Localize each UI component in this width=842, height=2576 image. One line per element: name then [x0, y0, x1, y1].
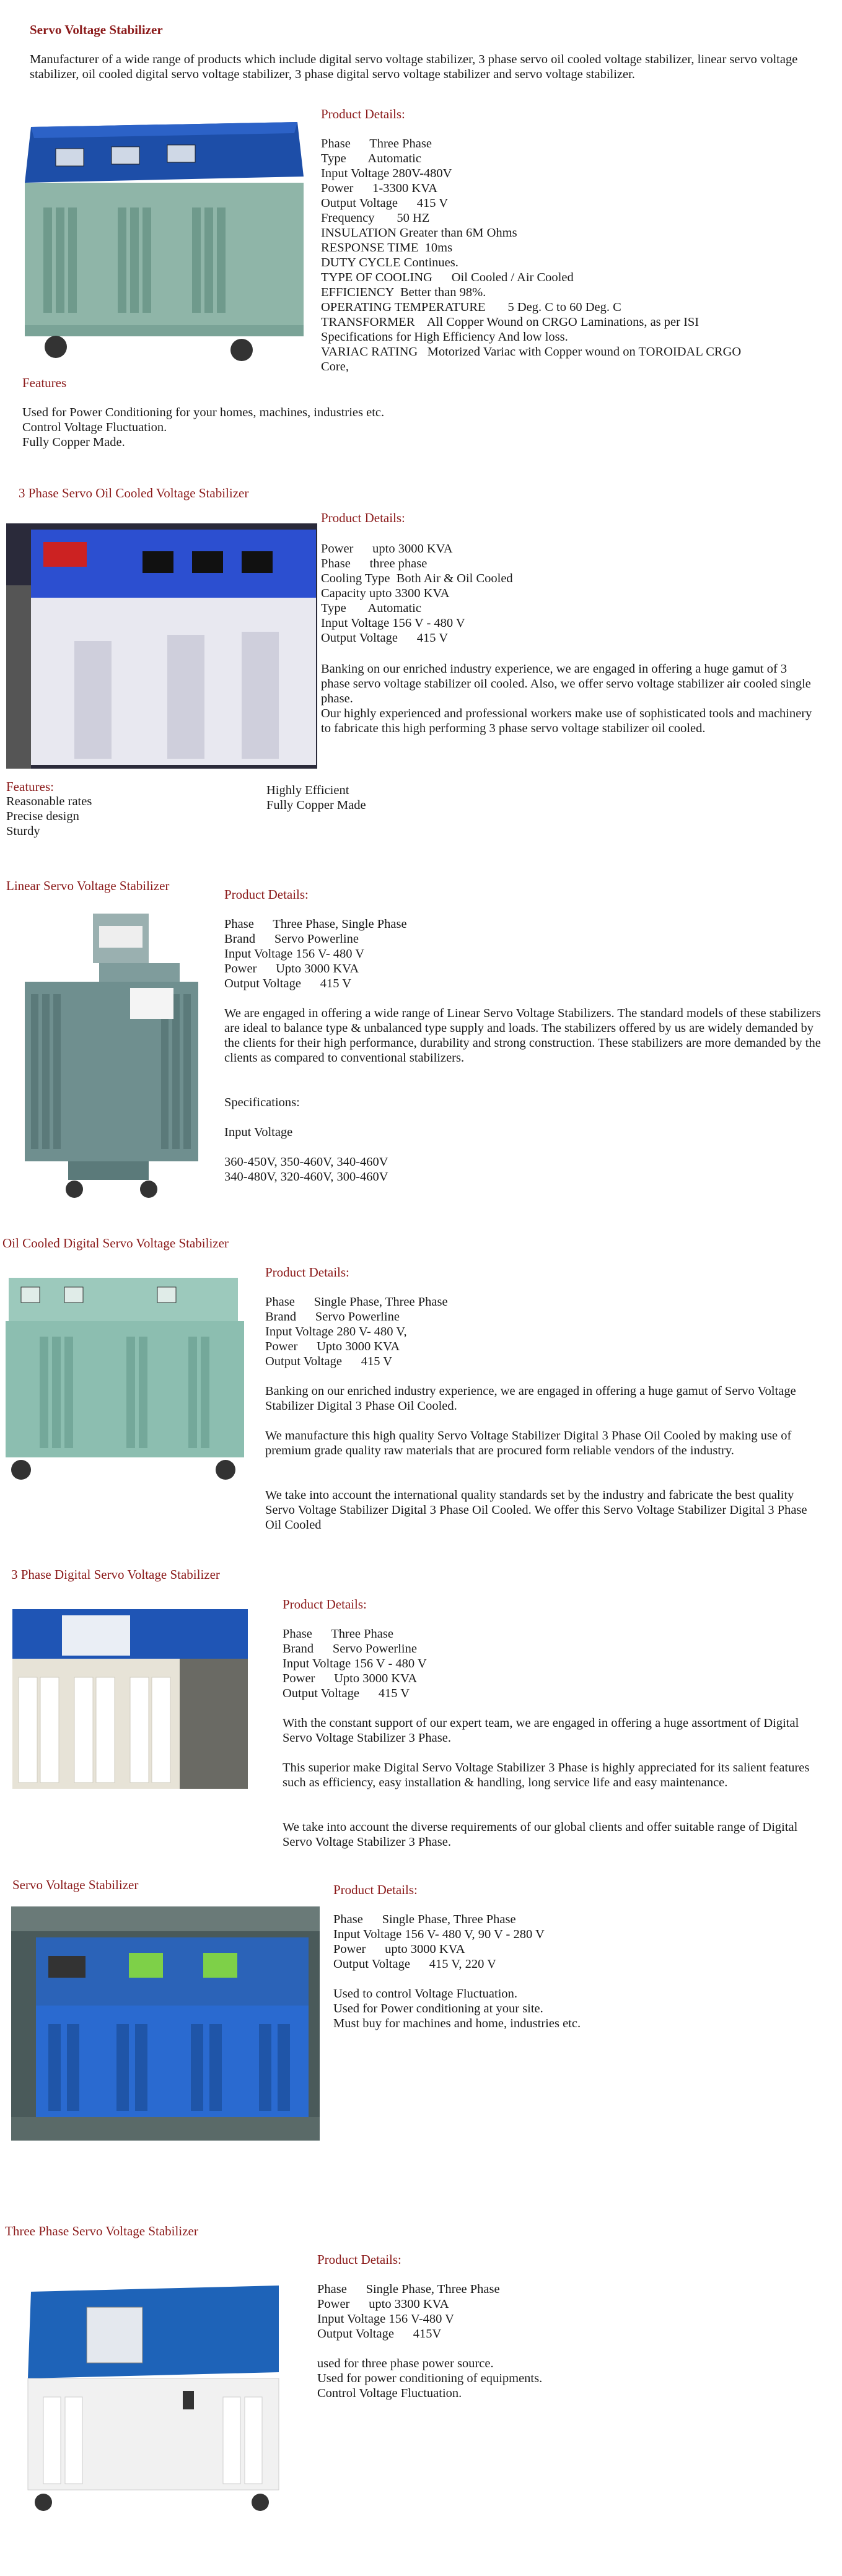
spec-line: Brand Servo Powerline: [224, 932, 359, 946]
spec-line: Input Voltage 156 V - 480 V: [283, 1657, 427, 1670]
product-image-5: [0, 1603, 254, 1807]
product-3-specs: [224, 917, 407, 991]
spec-line: Phase Three Phase, Single Phase: [224, 917, 407, 931]
product-4-title: Oil Cooled Digital Servo Voltage Stabilizer: [2, 1236, 229, 1251]
product-1-features: [22, 405, 384, 450]
product-4-specs: [265, 1295, 448, 1369]
spec-line: Output Voltage 415 V, 220 V: [333, 1957, 496, 1971]
product-3-details-label: Product Details:: [224, 887, 309, 902]
product-image-3: [6, 907, 217, 1203]
spec-line: TRANSFORMER All Copper Wound on CRGO Laminations, as per ISI: [321, 315, 699, 329]
spec-line: Frequency 50 HZ: [321, 211, 430, 225]
spec-line: Output Voltage 415 V: [265, 1355, 393, 1368]
feature-item: Sturdy: [6, 824, 40, 838]
spec-line: Brand Servo Powerline: [265, 1310, 400, 1324]
product-4-paragraph: Banking on our enriched industry experience, we are engaged in offering a huge gamut of Servo Voltage Stabilizer Digital 3 Phase Oil Cooled.: [265, 1384, 796, 1413]
product-4-details-label: Product Details:: [265, 1265, 349, 1280]
product-7-details-label: Product Details:: [317, 2252, 401, 2267]
product-2-details-label: Product Details:: [321, 510, 405, 525]
spec-line: Brand Servo Powerline: [283, 1642, 417, 1656]
spec-line: Power 1-3300 KVA: [321, 181, 438, 195]
feature-item: Used for Power Conditioning for your homes, machines, industries etc.: [22, 406, 385, 419]
spec-line: Cooling Type Both Air & Oil Cooled: [321, 572, 513, 585]
spec-line: Phase Single Phase, Three Phase: [333, 1913, 516, 1926]
feature-item: Precise design: [6, 810, 79, 823]
product-5-title: 3 Phase Digital Servo Voltage Stabilizer: [11, 1567, 220, 1582]
spec-line: Output Voltage 415 V: [224, 977, 352, 990]
spec-line: Type Automatic: [321, 601, 421, 615]
spec-line: Core,: [321, 360, 349, 373]
spec-line: Input Voltage 156 V- 480 V: [224, 947, 365, 961]
product-3-paragraph: Specifications:: [224, 1096, 300, 1109]
spec-line: OPERATING TEMPERATURE 5 Deg. C to 60 Deg. C: [321, 300, 621, 314]
spec-line: VARIAC RATING Motorized Variac with Copper wound on TOROIDAL CRGO: [321, 345, 742, 359]
spec-line: Phase Single Phase, Three Phase: [317, 2282, 500, 2296]
page-title: Servo Voltage Stabilizer: [30, 22, 163, 37]
spec-line: Phase Three Phase: [321, 137, 432, 151]
product-image-4: [2, 1275, 247, 1485]
voltage-line: 360-450V, 350-460V, 340-460V: [224, 1155, 388, 1169]
product-2-features-right: [266, 783, 366, 813]
product-2-title: 3 Phase Servo Oil Cooled Voltage Stabilizer: [19, 486, 249, 500]
product-7-specs: [317, 2282, 500, 2341]
product-3-voltage-lines: [224, 1155, 388, 1184]
feature-item: Fully Copper Made: [266, 798, 366, 812]
product-6-details-label: Product Details:: [333, 1882, 418, 1897]
spec-line: Output Voltage 415V: [317, 2327, 442, 2341]
text-line: used for three phase power source.: [317, 2357, 494, 2370]
product-2-features-left: [6, 794, 92, 839]
spec-line: DUTY CYCLE Continues.: [321, 256, 458, 269]
feature-item: Control Voltage Fluctuation.: [22, 421, 167, 434]
spec-line: Output Voltage 415 V: [321, 196, 449, 210]
spec-line: Specifications for High Efficiency And low loss.: [321, 330, 568, 344]
spec-line: TYPE OF COOLING Oil Cooled / Air Cooled: [321, 271, 574, 284]
feature-item: Fully Copper Made.: [22, 435, 125, 449]
spec-line: Type Automatic: [321, 152, 421, 165]
spec-line: Power Upto 3000 KVA: [224, 962, 359, 976]
product-7-title: Three Phase Servo Voltage Stabilizer: [5, 2224, 198, 2238]
product-3-paragraph: We are engaged in offering a wide range of Linear Servo Voltage Stabilizers. The standard models of these stabilizers are ideal to balance type & unbalanced type supply and loads. The stabilizers offered by us are widely demanded by the clients for their high performance, durability and strong construction. These stabilizers are more demanded by the clients as compared to conventional stabilizers.: [224, 1006, 821, 1065]
spec-line: Power Upto 3000 KVA: [283, 1672, 418, 1685]
spec-line: Power upto 3300 KVA: [317, 2297, 449, 2311]
spec-line: INSULATION Greater than 6M Ohms: [321, 226, 517, 240]
spec-line: Input Voltage 156 V - 480 V: [321, 616, 465, 630]
product-3-title: Linear Servo Voltage Stabilizer: [6, 878, 170, 893]
product-1-specs: [321, 136, 741, 374]
spec-line: Input Voltage 156 V- 480 V, 90 V - 280 V: [333, 1928, 545, 1941]
text-line: Must buy for machines and home, industries etc.: [333, 2017, 581, 2030]
product-5-details-label: Product Details:: [283, 1597, 367, 1612]
feature-item: Highly Efficient: [266, 784, 349, 797]
voltage-line: 340-480V, 320-460V, 300-460V: [224, 1170, 388, 1184]
intro-text: Manufacturer of a wide range of products which include digital servo voltage stabilizer, 3 phase servo oil cooled voltage stabilizer, linear servo voltage stabilizer, oil cooled digital servo voltage stabilizer, 3 phase digital servo voltage stabilizer and servo voltage stabilizer.: [30, 53, 798, 81]
spec-line: Output Voltage 415 V: [321, 631, 449, 645]
product-2-paragraph: Our highly experienced and professional workers make use of sophisticated tools and machinery to fabricate this high performing 3 phase servo voltage stabilizer oil cooled.: [321, 707, 812, 735]
product-image-7: [19, 2279, 285, 2518]
text-line: Used for Power conditioning at your site.: [333, 2002, 543, 2015]
feature-item: Reasonable rates: [6, 795, 92, 808]
product-4-paragraph: We take into account the international quality standards set by the industry and fabricate the best quality Servo Voltage Stabilizer Digital 3 Phase Oil Cooled. We offer this Servo Voltage Stabilizer Digital 3 Phase Oil Cooled: [265, 1488, 807, 1532]
spec-line: Input Voltage 280V-480V: [321, 167, 452, 180]
spec-line: Output Voltage 415 V: [283, 1687, 410, 1700]
product-1-details-label: Product Details:: [321, 107, 405, 121]
spec-line: Phase Three Phase: [283, 1627, 393, 1641]
text-line: Used for power conditioning of equipments.: [317, 2372, 543, 2385]
product-3-paragraph: Input Voltage: [224, 1125, 293, 1139]
product-1-features-label: Features: [22, 375, 67, 390]
product-5-paragraph: With the constant support of our expert team, we are engaged in offering a huge assortment of Digital Servo Voltage Stabilizer 3 Phase.: [283, 1716, 799, 1745]
text-line: Control Voltage Fluctuation.: [317, 2386, 462, 2400]
product-image-6: [11, 1906, 320, 2141]
spec-line: Power upto 3000 KVA: [333, 1942, 465, 1956]
product-2-specs: [321, 541, 513, 645]
spec-line: Input Voltage 156 V-480 V: [317, 2312, 454, 2326]
spec-line: Input Voltage 280 V- 480 V,: [265, 1325, 407, 1338]
product-image-2: [6, 523, 317, 769]
product-2-features-label: Features:: [6, 779, 54, 794]
text-line: Used to control Voltage Fluctuation.: [333, 1987, 518, 2001]
product-5-paragraph: This superior make Digital Servo Voltage Stabilizer 3 Phase is highly appreciated for its salient features such as efficiency, easy installation & handling, long service life and easy maintenance.: [283, 1761, 810, 1789]
product-image-1: [19, 115, 309, 365]
product-5-specs: [283, 1626, 427, 1701]
product-7-lines: [317, 2356, 542, 2401]
product-6-specs: [333, 1912, 545, 1971]
product-2-paragraph: Banking on our enriched industry experience, we are engaged in offering a huge gamut of 3 phase servo voltage stabilizer oil cooled. Also, we offer servo voltage stabilizer air cooled single phase.: [321, 662, 811, 705]
spec-line: EFFICIENCY Better than 98%.: [321, 286, 486, 299]
spec-line: Power upto 3000 KVA: [321, 542, 453, 556]
spec-line: RESPONSE TIME 10ms: [321, 241, 453, 255]
product-6-title: Servo Voltage Stabilizer: [12, 1877, 139, 1892]
spec-line: Phase three phase: [321, 557, 428, 570]
spec-line: Capacity upto 3300 KVA: [321, 587, 450, 600]
product-4-paragraph: We manufacture this high quality Servo Voltage Stabilizer Digital 3 Phase Oil Cooled by making use of premium grade quality raw materials that are procured form reliable vendors of the industry.: [265, 1429, 792, 1457]
product-6-lines: [333, 1986, 581, 2031]
spec-line: Phase Single Phase, Three Phase: [265, 1295, 448, 1309]
product-5-paragraph: We take into account the diverse requirements of our global clients and offer suitable range of Digital Servo Voltage Stabilizer 3 Phase.: [283, 1820, 798, 1849]
spec-line: Power Upto 3000 KVA: [265, 1340, 400, 1353]
